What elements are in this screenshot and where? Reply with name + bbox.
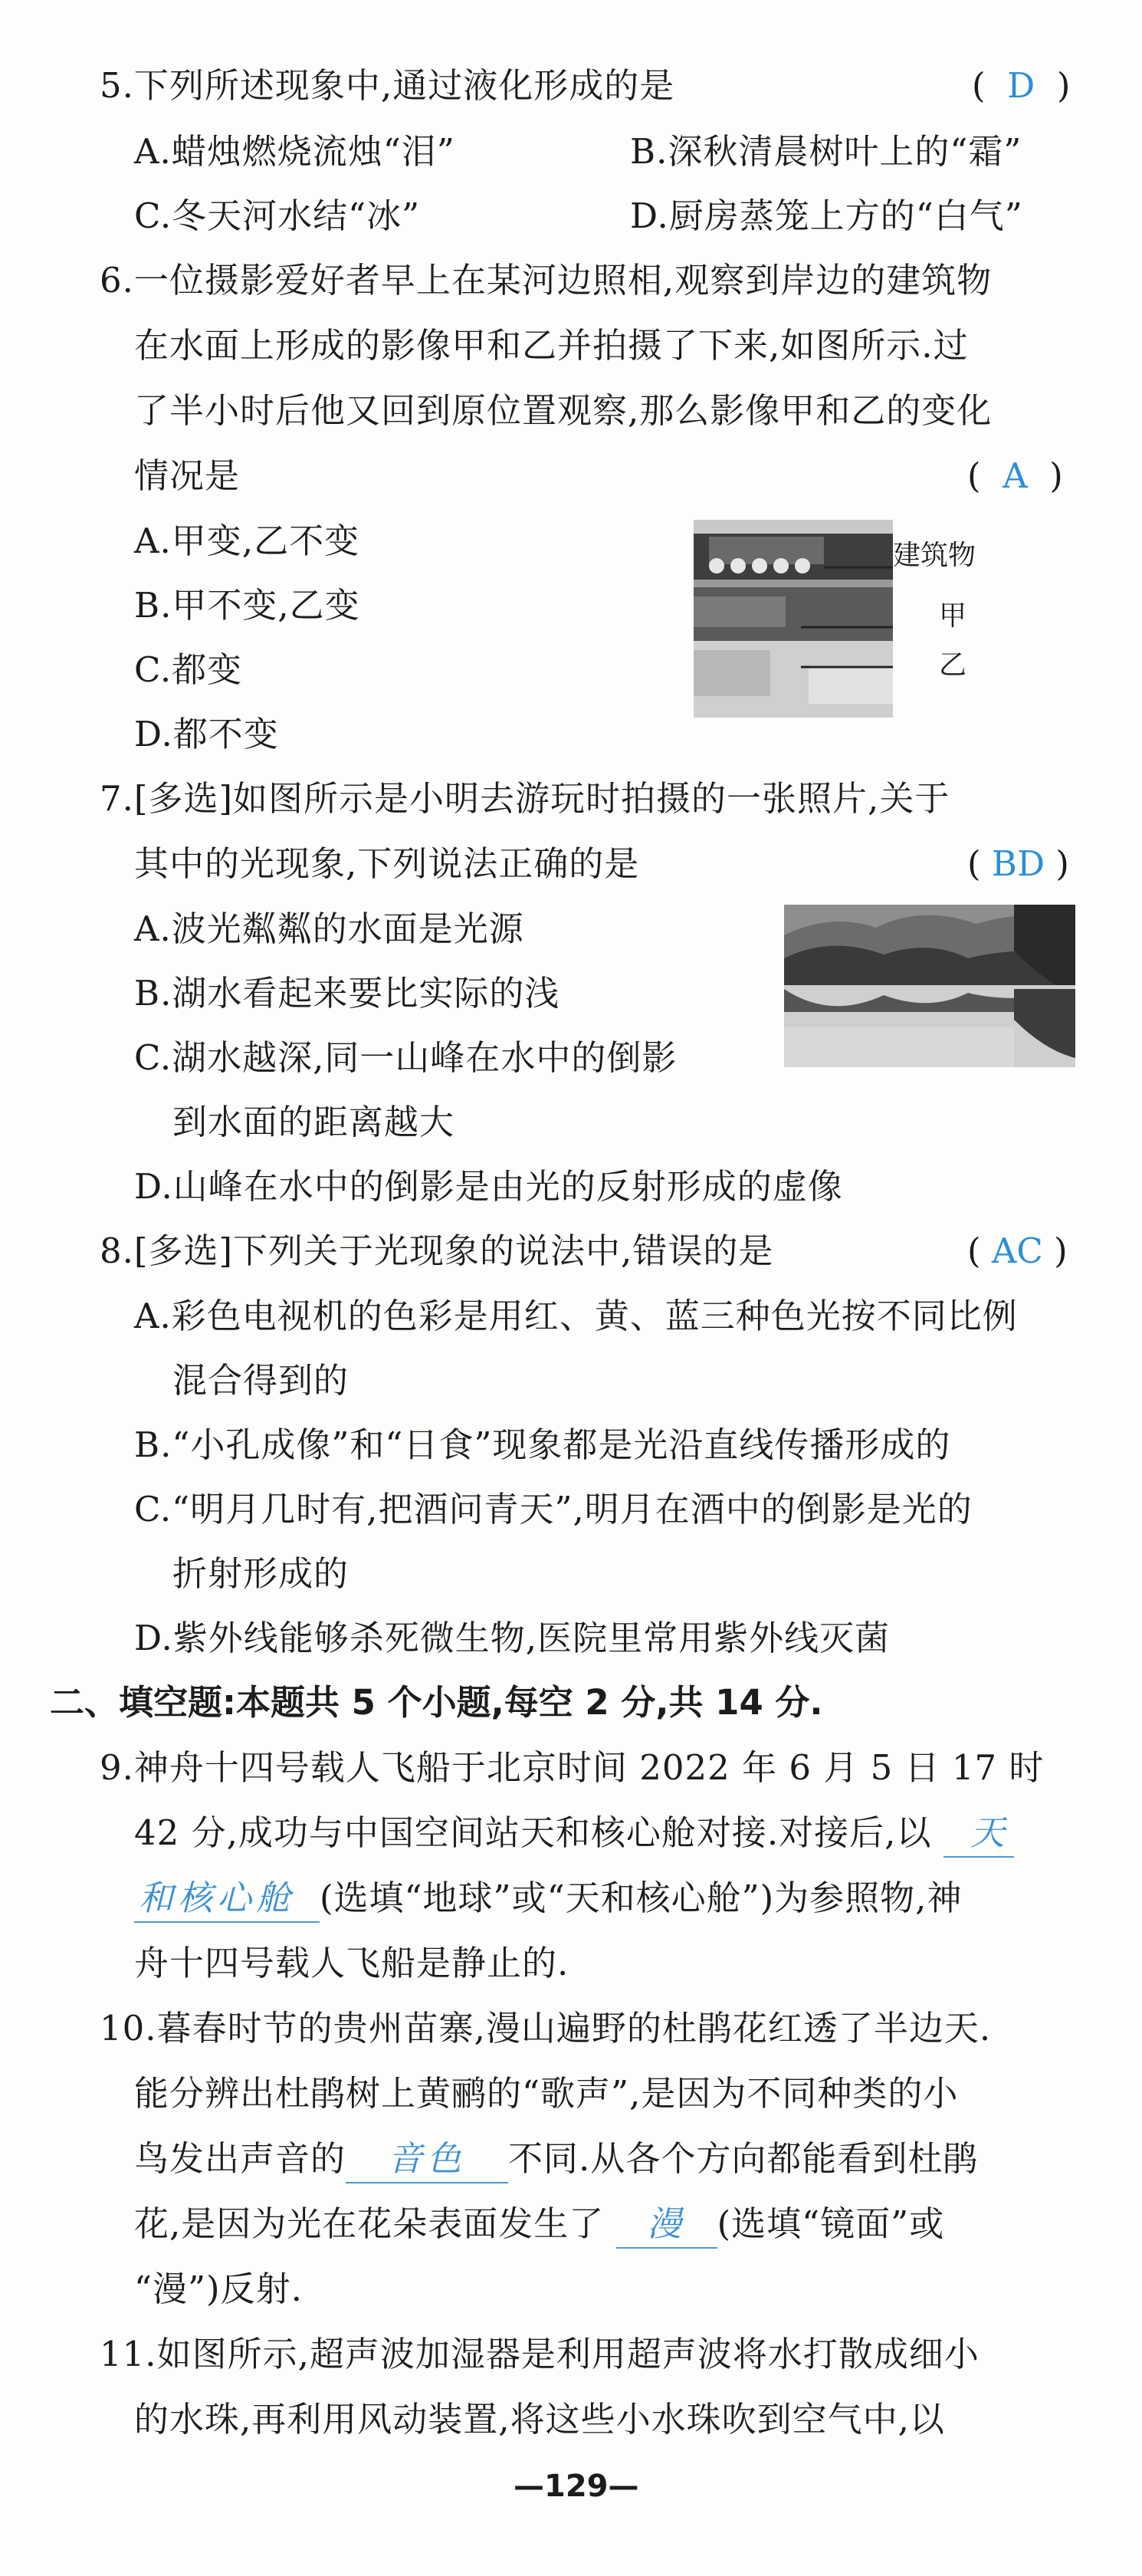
q6-answer: ( A ) bbox=[967, 455, 1063, 496]
q10-line3 bbox=[134, 2136, 978, 2183]
q7-answer: ( BD ) bbox=[967, 843, 1069, 884]
q7-lake-photo bbox=[784, 905, 1075, 1067]
q5-option-a: A.蜡烛燃烧流烛“泪” bbox=[134, 131, 455, 172]
q8-option-a-line1: A.彩色电视机的色彩是用红、黄、蓝三种色光按不同比例 bbox=[134, 1296, 1018, 1336]
q9-answer-part2: 和核心舱 bbox=[134, 1875, 320, 1923]
q11-line2: 的水珠,再利用风动装置,将这些小水珠吹到空气中,以 bbox=[134, 2399, 945, 2440]
q6-option-b: B.甲不变,乙变 bbox=[134, 585, 360, 626]
q6-label-jia: 甲 bbox=[939, 600, 967, 632]
q7-option-c-line2: 到水面的距离越大 bbox=[172, 1102, 455, 1142]
q6-reflection-photo bbox=[694, 520, 893, 718]
q6-option-a: A.甲变,乙不变 bbox=[134, 521, 360, 561]
q6-label-building: 建筑物 bbox=[893, 540, 976, 571]
q8-stem: 8.[多选]下列关于光现象的说法中,错误的是 bbox=[100, 1230, 774, 1271]
q5-option-c: C.冬天河水结“冰” bbox=[134, 196, 421, 236]
q8-option-d: D.紫外线能够杀死微生物,医院里常用紫外线灭菌 bbox=[134, 1618, 891, 1658]
q6-label-yi: 乙 bbox=[939, 649, 967, 681]
q6-stem-line2: 在水面上形成的影像甲和乙并拍摄了下来,如图所示.过 bbox=[134, 325, 969, 366]
q7-option-b: B.湖水看起来要比实际的浅 bbox=[134, 973, 560, 1014]
q5-stem: 5.下列所述现象中,通过液化形成的是 bbox=[100, 65, 675, 106]
q5-answer-value: D bbox=[1007, 65, 1035, 106]
q10-line1: 10.暮春时节的贵州苗寨,漫山遍野的杜鹃花红透了半边天. bbox=[100, 2008, 992, 2049]
q5-option-d: D.厨房蒸笼上方的“白气” bbox=[630, 196, 1023, 236]
q8-answer-value: AC bbox=[991, 1230, 1043, 1271]
q7-option-d: D.山峰在水中的倒影是由光的反射形成的虚像 bbox=[134, 1166, 843, 1207]
q10-answer-timbre: 音色 bbox=[346, 2136, 508, 2183]
q10-line3-post: 不同.从各个方向都能看到杜鹃 bbox=[508, 2138, 979, 2179]
q7-option-a: A.波光粼粼的水面是光源 bbox=[134, 909, 524, 949]
q9-line4: 舟十四号载人飞船是静止的. bbox=[134, 1943, 569, 1983]
q8-option-b: B.“小孔成像”和“日食”现象都是光沿直线传播形成的 bbox=[134, 1424, 951, 1465]
q6-stem-line1: 6.一位摄影爱好者早上在某河边照相,观察到岸边的建筑物 bbox=[100, 260, 993, 301]
q10-answer-diffuse: 漫 bbox=[616, 2201, 717, 2249]
q10-line4-pre: 花,是因为光在花朵表面发生了 bbox=[134, 2203, 605, 2244]
q8-option-c-line1: C.“明月几时有,把酒问青天”,明月在酒中的倒影是光的 bbox=[134, 1489, 973, 1530]
q10-line5: “漫”)反射. bbox=[134, 2269, 303, 2309]
q10-line2: 能分辨出杜鹃树上黄鹂的“歌声”,是因为不同种类的小 bbox=[134, 2073, 959, 2114]
q6-stem-line3: 了半小时后他又回到原位置观察,那么影像甲和乙的变化 bbox=[134, 390, 993, 431]
q8-answer: ( AC ) bbox=[967, 1230, 1068, 1271]
q8-option-a-line2: 混合得到的 bbox=[172, 1360, 349, 1401]
q11-line1: 11.如图所示,超声波加湿器是利用超声波将水打散成细小 bbox=[100, 2334, 980, 2374]
q7-stem-line1: 7.[多选]如图所示是小明去游玩时拍摄的一张照片,关于 bbox=[100, 778, 950, 819]
q9-line2 bbox=[134, 1810, 1014, 1858]
q6-option-d: D.都不变 bbox=[134, 714, 279, 754]
q9-line1: 9.神舟十四号载人飞船于北京时间 2022 年 6 月 5 日 17 时 bbox=[100, 1747, 1045, 1788]
q5-option-b: B.深秋清晨树叶上的“霜” bbox=[630, 131, 1022, 172]
q7-option-c-line1: C.湖水越深,同一山峰在水中的倒影 bbox=[134, 1037, 678, 1078]
q9-line2-text: 42 分,成功与中国空间站天和核心舱对接.对接后,以 bbox=[134, 1812, 932, 1853]
q8-option-c-line2: 折射形成的 bbox=[172, 1553, 349, 1594]
q6-stem-line4: 情况是 bbox=[134, 455, 241, 496]
q7-stem-line2: 其中的光现象,下列说法正确的是 bbox=[134, 843, 640, 884]
q9-line3-text: (选填“地球”或“天和核心舱”)为参照物,神 bbox=[320, 1878, 963, 1918]
q5-answer: ( D ) bbox=[972, 65, 1071, 106]
section-heading-fill-blank: 二、填空题:本题共 5 个小题,每空 2 分,共 14 分. bbox=[50, 1682, 823, 1723]
q10-line3-pre: 鸟发出声音的 bbox=[134, 2138, 346, 2179]
page-number: —129— bbox=[514, 2469, 639, 2504]
q10-line4 bbox=[134, 2201, 944, 2249]
q7-answer-value: BD bbox=[991, 843, 1045, 884]
q6-answer-value: A bbox=[1003, 455, 1028, 496]
q9-line3 bbox=[134, 1875, 962, 1923]
q10-line4-post: (选填“镜面”或 bbox=[717, 2203, 945, 2244]
q6-option-c: C.都变 bbox=[134, 649, 243, 690]
q9-answer-part1: 天 bbox=[943, 1810, 1014, 1858]
